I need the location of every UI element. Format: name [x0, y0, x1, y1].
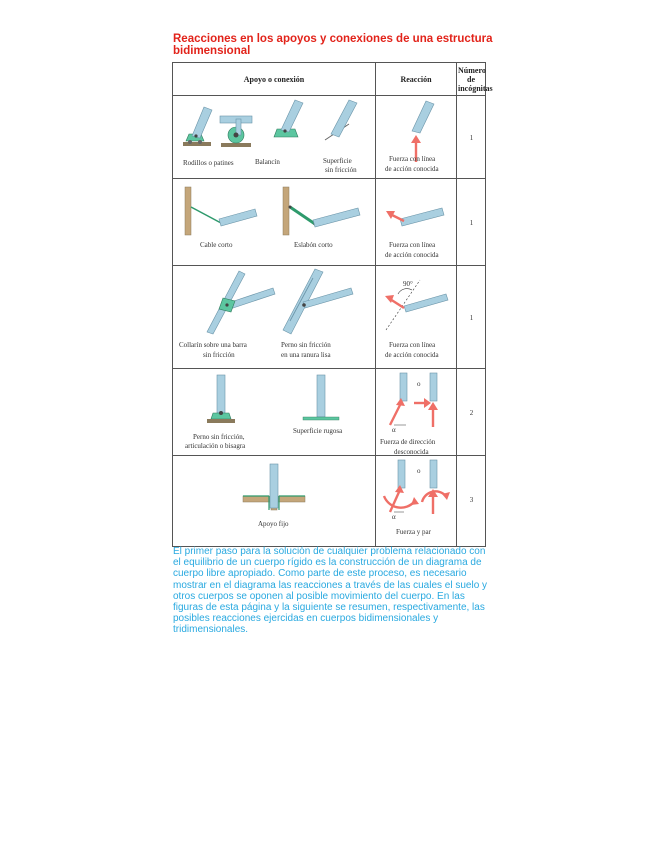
table-header-row	[173, 63, 486, 96]
label-or-5: o	[417, 467, 421, 475]
label-90deg: 90°	[403, 280, 413, 288]
reaction-known-line-figure	[376, 96, 457, 178]
collar-slot-figure	[173, 266, 376, 368]
table-row	[173, 179, 486, 266]
pin-hinge-figure	[207, 375, 235, 423]
label-collar-2: sin fricción	[203, 351, 235, 359]
reaction-link-figure	[376, 179, 457, 265]
reaction-cell	[376, 266, 457, 369]
slot-pin-figure	[283, 269, 353, 334]
label-reaction-4a: Fuerza de dirección	[380, 438, 436, 446]
label-reaction-1b: de acción conocida	[385, 165, 439, 173]
rough-surface-figure	[303, 375, 339, 420]
header-unknowns: Número de incógnitas	[457, 63, 486, 96]
label-rough-surface: Superficie rugosa	[293, 427, 343, 435]
label-collar: Collarín sobre una barra	[179, 341, 247, 349]
table-row	[173, 266, 486, 369]
unknowns-value: 1	[469, 134, 474, 142]
label-reaction-5a: Fuerza y par	[396, 528, 431, 536]
label-reaction-3b: de acción conocida	[385, 351, 439, 359]
unknowns-value: 1	[469, 314, 474, 322]
header-reaction: Reacción	[376, 63, 457, 96]
reaction-unknown-direction-figure	[376, 369, 457, 455]
label-surface: Superficie	[323, 157, 352, 165]
label-alpha-4: α	[392, 426, 396, 434]
label-reaction-2b: de acción conocida	[385, 251, 439, 259]
label-rocker: Balancín	[255, 158, 280, 166]
collar-figure	[207, 271, 275, 334]
label-frictionless: sin fricción	[325, 166, 357, 174]
label-short-link: Eslabón corto	[294, 241, 333, 249]
label-slot-pin: Perno sin fricción	[281, 341, 331, 349]
short-cable-figure	[185, 187, 257, 235]
reaction-cell	[376, 456, 457, 547]
label-pin-hinge-2: articulación o bisagra	[185, 442, 246, 450]
unknowns-value: 3	[469, 496, 474, 504]
label-pin-hinge: Perno sin fricción,	[193, 433, 245, 441]
label-fixed-support: Apoyo fijo	[258, 520, 289, 528]
cable-link-figure	[173, 179, 376, 265]
unknowns-cell	[457, 456, 486, 547]
reaction-force-couple-figure	[376, 456, 457, 546]
header-support: Apoyo o conexión	[173, 63, 376, 96]
unknowns-cell	[457, 369, 486, 456]
rollers-figure	[183, 107, 212, 146]
unknowns-value: 2	[469, 409, 474, 417]
table-row	[173, 96, 486, 179]
label-alpha-5: α	[392, 513, 396, 521]
label-slot-pin-2: en una ranura lisa	[281, 351, 331, 359]
short-link-figure	[283, 187, 360, 235]
frictionless-surface-figure	[274, 100, 303, 137]
label-reaction-4b: desconocida	[394, 448, 429, 455]
reaction-cell	[376, 369, 457, 456]
label-or-4: o	[417, 380, 421, 388]
page-title: Reacciones en los apoyos y conexiones de una estructura bidimensional	[173, 33, 493, 57]
unknowns-cell	[457, 96, 486, 179]
pin-rough-figure	[173, 369, 376, 455]
label-reaction-2a: Fuerza con línea	[389, 241, 436, 249]
supports-table	[172, 62, 493, 547]
label-reaction-1a: Fuerza con línea	[389, 155, 436, 163]
fixed-support-figure	[173, 456, 376, 546]
roller-rocker-surface-figure	[173, 96, 376, 178]
reaction-cell	[376, 179, 457, 266]
body-paragraph: El primer paso para la solución de cualquier problema relacionado con el equilibrio de un cuerpo rígido es la construcción de un diagrama de cuerpo libre apropiado. Como parte de este proceso, es necesario mostrar en el diagrama las reacciones a través de las cuales el suelo y otros cuerpos se oponen al posible movimiento del cuerpo. En las figuras de esta página y la siguiente se resumen, respectivamente, las posibles reacciones ejercidas en cuerpos bidimensionales y tridimensionales.	[173, 546, 488, 636]
label-rollers: Rodillos o patines	[183, 159, 234, 167]
unknowns-cell	[457, 179, 486, 266]
support-cell	[173, 179, 376, 266]
label-short-cable: Cable corto	[200, 241, 233, 249]
rocker-figure	[220, 116, 252, 147]
table-row	[173, 456, 486, 547]
support-cell	[173, 456, 376, 547]
support-cell	[173, 266, 376, 369]
label-reaction-3a: Fuerza con línea	[389, 341, 436, 349]
unknowns-cell	[457, 266, 486, 369]
support-cell	[173, 369, 376, 456]
unknowns-value: 1	[469, 219, 474, 227]
surface-figure	[325, 100, 357, 140]
reaction-normal-figure	[376, 266, 457, 368]
reaction-cell	[376, 96, 457, 179]
support-cell	[173, 96, 376, 179]
table-row	[173, 369, 486, 456]
